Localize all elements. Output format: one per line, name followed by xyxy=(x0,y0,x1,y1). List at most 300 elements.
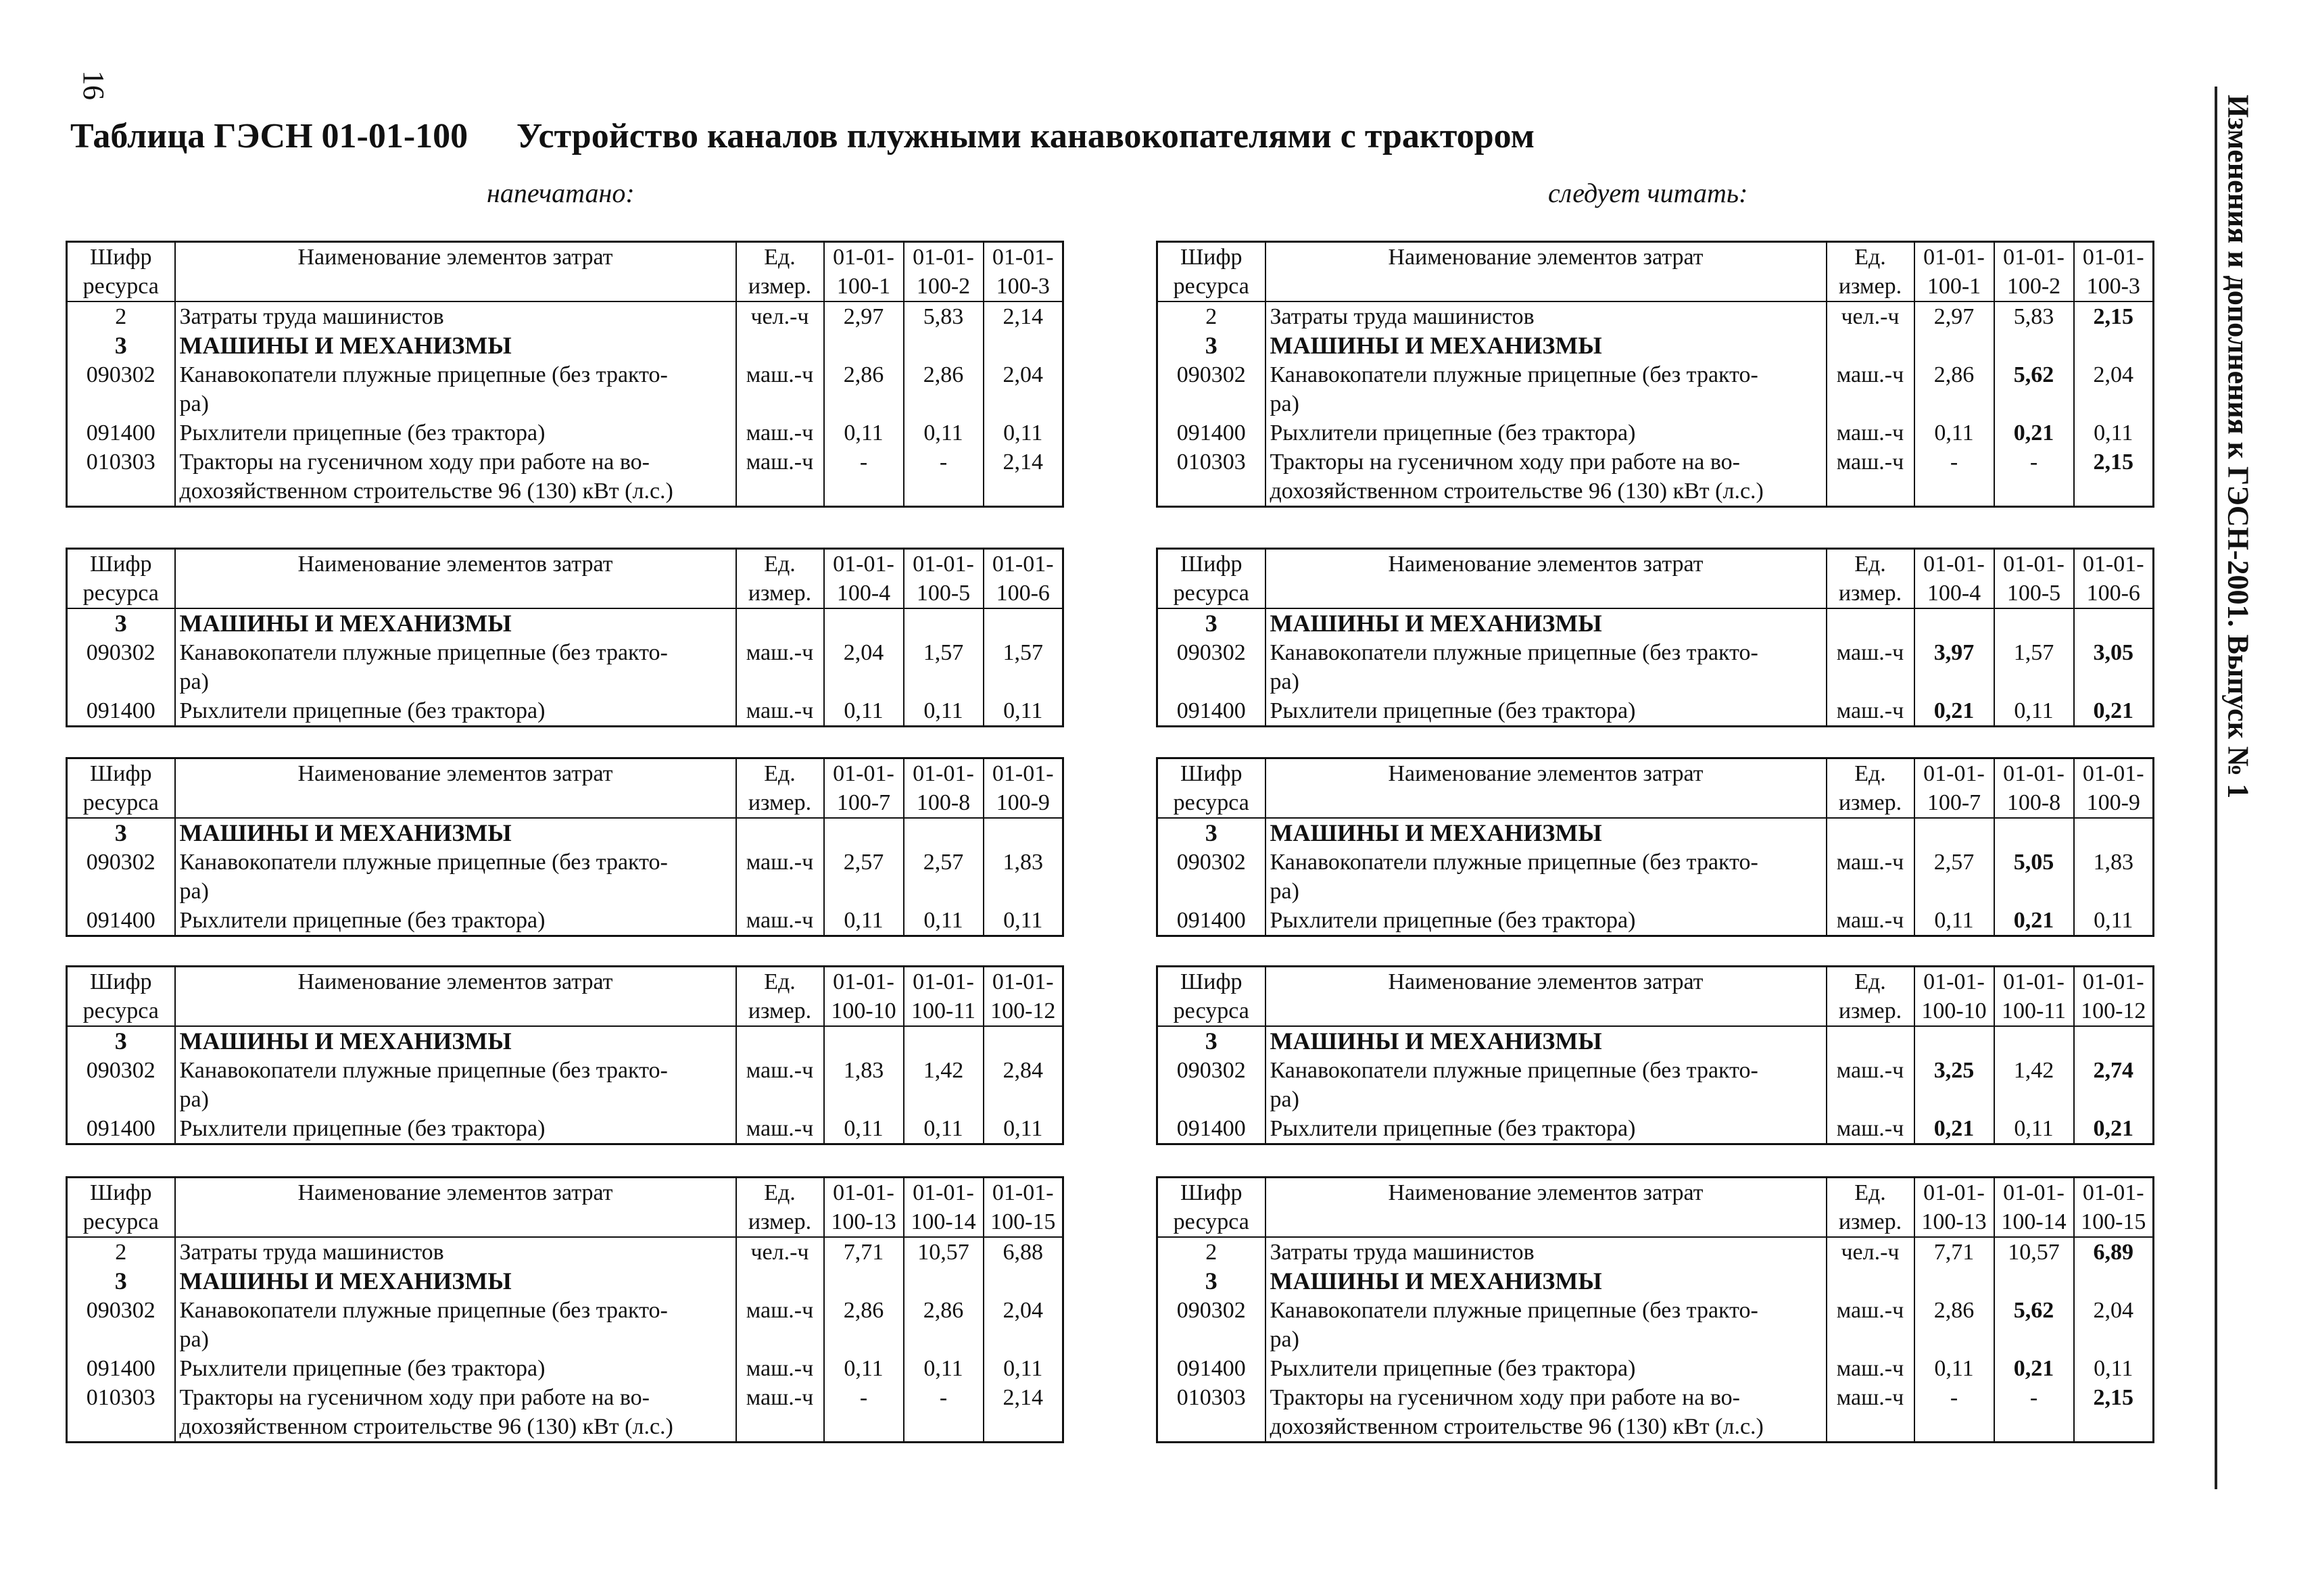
resource-name xyxy=(175,696,736,727)
unit: чел.-ч xyxy=(736,301,824,331)
corrected-value: 5,05 xyxy=(1994,848,2074,906)
resource-code: 090302 xyxy=(86,850,155,875)
value: 0,11 xyxy=(984,1354,1063,1383)
header-row xyxy=(1157,549,2154,579)
header-column-number: 100-9 xyxy=(2074,788,2154,818)
unit: маш.-ч xyxy=(1827,360,1914,418)
header-row xyxy=(67,1207,1063,1237)
resource-name xyxy=(175,1026,736,1056)
header-column-number: 100-8 xyxy=(904,788,984,818)
value: 0,11 xyxy=(904,906,984,936)
resource-name-line: Канавокопатели плужные прицепные (без тракто- xyxy=(1270,362,1758,387)
corrected-value: 0,21 xyxy=(2074,696,2154,727)
header-unit: Ед. xyxy=(1827,549,1914,579)
resource-name-line: Рыхлители прицепные (без трактора) xyxy=(179,1356,546,1381)
header-unit: измер. xyxy=(736,579,824,608)
value: 7,71 xyxy=(824,1237,904,1267)
value: - xyxy=(904,1383,984,1443)
header-row xyxy=(67,272,1063,301)
resource-name xyxy=(175,360,736,418)
header-row xyxy=(67,758,1063,789)
resource-code: 091400 xyxy=(1176,420,1246,445)
value: 1,42 xyxy=(904,1056,984,1114)
value: 0,11 xyxy=(1994,1114,2074,1144)
header-column-number: 100-15 xyxy=(984,1207,1063,1237)
header-column-prefix: 01-01- xyxy=(1994,758,2074,789)
header-unit: Ед. xyxy=(736,242,824,272)
resource-name xyxy=(1265,360,1827,418)
corrected-value: 0,21 xyxy=(1914,696,1994,727)
unit: чел.-ч xyxy=(1827,301,1914,331)
header-code: ресурса xyxy=(67,788,175,818)
resource-name-line: МАШИНЫ И МЕХАНИЗМЫ xyxy=(1270,819,1602,846)
header-column-number: 100-2 xyxy=(1994,272,2074,301)
unit: чел.-ч xyxy=(1827,1237,1914,1267)
header-row xyxy=(1157,272,2154,301)
value: 0,11 xyxy=(824,1114,904,1144)
header-column-number: 100-12 xyxy=(984,996,1063,1026)
header-code: Шифр xyxy=(89,969,152,994)
value-blank xyxy=(824,1267,904,1296)
value: - xyxy=(1914,1383,1994,1443)
value: 2,57 xyxy=(824,848,904,906)
header-unit: измер. xyxy=(736,272,824,301)
header-column-prefix: 01-01- xyxy=(904,242,984,272)
header-unit: измер. xyxy=(1827,1207,1914,1237)
value: 7,71 xyxy=(1914,1237,1994,1267)
resource-name xyxy=(1265,848,1827,906)
resource-name xyxy=(1265,331,1827,360)
resource-code: 3 xyxy=(114,1267,127,1295)
header-column-number: 100-14 xyxy=(1994,1207,2074,1237)
header-column-number: 100-3 xyxy=(984,272,1063,301)
value-blank xyxy=(984,331,1063,360)
value-blank xyxy=(984,818,1063,848)
header-column-prefix: 01-01- xyxy=(904,549,984,579)
value: 1,83 xyxy=(2074,848,2154,906)
value: 2,86 xyxy=(824,360,904,418)
corrected-value: 6,89 xyxy=(2074,1237,2154,1267)
resource-name-line: дохозяйственном строительстве 96 (130) кВт (л.с.) xyxy=(179,1414,673,1439)
resource-name-line: Затраты труда машинистов xyxy=(1270,304,1535,329)
resource-name-line: Канавокопатели плужные прицепные (без тракто- xyxy=(179,1298,668,1323)
header-name-blank xyxy=(175,579,736,608)
resource-code: 010303 xyxy=(86,1385,155,1410)
header-row xyxy=(67,967,1063,997)
printed-resource-table xyxy=(66,965,1064,1145)
section-row xyxy=(1157,1026,2154,1056)
resource-name-line: Рыхлители прицепные (без трактора) xyxy=(1270,908,1636,933)
unit: маш.-ч xyxy=(736,906,824,936)
header-code: ресурса xyxy=(1157,272,1265,301)
value-blank xyxy=(904,1026,984,1056)
header-code: ресурса xyxy=(67,1207,175,1237)
header-name-blank xyxy=(175,788,736,818)
resource-name-line: Канавокопатели плужные прицепные (без тракто- xyxy=(1270,1298,1758,1323)
resource-code: 091400 xyxy=(86,698,155,723)
header-code: ресурса xyxy=(67,272,175,301)
header-name: Наименование элементов затрат xyxy=(1265,967,1827,997)
corrected-value: 5,62 xyxy=(1994,360,2074,418)
unit: маш.-ч xyxy=(736,448,824,507)
header-column-prefix: 01-01- xyxy=(2074,242,2154,272)
header-row xyxy=(1157,996,2154,1026)
header-column-number: 100-9 xyxy=(984,788,1063,818)
table-row xyxy=(1157,1237,2154,1267)
header-column-prefix: 01-01- xyxy=(1994,967,2074,997)
value: 1,57 xyxy=(1994,638,2074,696)
table-row xyxy=(67,1056,1063,1114)
unit-blank xyxy=(1827,331,1914,360)
header-column-number: 100-2 xyxy=(904,272,984,301)
corrected-resource-table xyxy=(1156,548,2154,727)
unit-blank xyxy=(736,818,824,848)
resource-code: 090302 xyxy=(1176,1298,1246,1323)
header-code: Шифр xyxy=(89,552,152,577)
header-code: Шифр xyxy=(1180,552,1243,577)
value: 5,83 xyxy=(1994,301,2074,331)
resource-name-line: ра) xyxy=(179,879,209,904)
resource-name-line: Канавокопатели плужные прицепные (без тракто- xyxy=(179,640,668,665)
value: 0,11 xyxy=(2074,906,2154,936)
header-row xyxy=(67,788,1063,818)
value: 2,04 xyxy=(984,1296,1063,1354)
value-blank xyxy=(984,1267,1063,1296)
resource-code: 010303 xyxy=(1176,1385,1246,1410)
unit: маш.-ч xyxy=(736,360,824,418)
printed-resource-table xyxy=(66,1176,1064,1443)
header-code: Шифр xyxy=(89,1180,152,1205)
corrected-value: 2,15 xyxy=(2074,1383,2154,1443)
value: 2,97 xyxy=(824,301,904,331)
value-blank xyxy=(1994,1026,2074,1056)
value: - xyxy=(1914,448,1994,507)
unit: маш.-ч xyxy=(736,638,824,696)
value: 2,04 xyxy=(984,360,1063,418)
resource-name-line: Рыхлители прицепные (без трактора) xyxy=(1270,420,1636,445)
resource-name-line: МАШИНЫ И МЕХАНИЗМЫ xyxy=(179,610,512,637)
printed-resource-table xyxy=(66,548,1064,727)
header-column-prefix: 01-01- xyxy=(1994,1178,2074,1208)
value-blank xyxy=(1914,1026,1994,1056)
resource-code: 091400 xyxy=(86,908,155,933)
printed-caption: напечатано: xyxy=(487,178,635,208)
resource-name-line: ра) xyxy=(179,1327,209,1352)
header-column-prefix: 01-01- xyxy=(1914,549,1994,579)
value: 2,86 xyxy=(904,360,984,418)
header-column-number: 100-11 xyxy=(1994,996,2074,1026)
value: 1,42 xyxy=(1994,1056,2074,1114)
header-row xyxy=(67,242,1063,272)
header-column-number: 100-7 xyxy=(824,788,904,818)
value: 2,04 xyxy=(2074,360,2154,418)
value: 6,88 xyxy=(984,1237,1063,1267)
corrected-resource-table xyxy=(1156,965,2154,1145)
unit: маш.-ч xyxy=(1827,848,1914,906)
corrected-value: 0,21 xyxy=(1914,1114,1994,1144)
header-unit: Ед. xyxy=(1827,967,1914,997)
resource-name xyxy=(175,1296,736,1354)
header-row xyxy=(67,549,1063,579)
header-name-blank xyxy=(1265,788,1827,818)
header-column-number: 100-6 xyxy=(2074,579,2154,608)
section-row xyxy=(67,818,1063,848)
resource-name-line: дохозяйственном строительстве 96 (130) кВт (л.с.) xyxy=(1270,1414,1764,1439)
unit: маш.-ч xyxy=(736,418,824,448)
resource-code: 091400 xyxy=(1176,908,1246,933)
header-column-prefix: 01-01- xyxy=(824,242,904,272)
resource-name-line: Рыхлители прицепные (без трактора) xyxy=(1270,1116,1636,1141)
resource-code: 010303 xyxy=(86,450,155,475)
value: 0,11 xyxy=(2074,418,2154,448)
resource-name xyxy=(175,1354,736,1383)
unit-blank xyxy=(736,608,824,638)
header-column-prefix: 01-01- xyxy=(824,1178,904,1208)
unit: маш.-ч xyxy=(1827,1296,1914,1354)
unit-blank xyxy=(736,1267,824,1296)
table-row xyxy=(67,418,1063,448)
header-column-prefix: 01-01- xyxy=(984,967,1063,997)
value: 0,11 xyxy=(904,418,984,448)
header-column-number: 100-14 xyxy=(904,1207,984,1237)
value: 2,86 xyxy=(1914,1296,1994,1354)
unit: маш.-ч xyxy=(736,1114,824,1144)
header-name: Наименование элементов затрат xyxy=(1265,549,1827,579)
header-unit: измер. xyxy=(1827,788,1914,818)
header-code: ресурса xyxy=(1157,579,1265,608)
header-column-prefix: 01-01- xyxy=(984,549,1063,579)
header-unit: Ед. xyxy=(1827,242,1914,272)
header-code: ресурса xyxy=(67,996,175,1026)
resource-name-line: Рыхлители прицепные (без трактора) xyxy=(1270,698,1636,723)
table-row xyxy=(1157,360,2154,418)
table-row xyxy=(1157,448,2154,507)
resource-code: 090302 xyxy=(1176,640,1246,665)
value-blank xyxy=(904,331,984,360)
header-column-number: 100-5 xyxy=(904,579,984,608)
resource-name-line: ра) xyxy=(1270,879,1299,904)
value-blank xyxy=(2074,818,2154,848)
header-row xyxy=(67,996,1063,1026)
resource-code: 091400 xyxy=(86,1116,155,1141)
value: 2,14 xyxy=(984,1383,1063,1443)
value: 0,11 xyxy=(1914,1354,1994,1383)
header-column-number: 100-10 xyxy=(1914,996,1994,1026)
header-column-number: 100-1 xyxy=(824,272,904,301)
value: 0,11 xyxy=(984,418,1063,448)
unit: маш.-ч xyxy=(736,1383,824,1443)
resource-name xyxy=(1265,1237,1827,1267)
resource-name xyxy=(175,1267,736,1296)
table-row xyxy=(67,638,1063,696)
resource-name-line: Затраты труда машинистов xyxy=(179,304,444,329)
table-row xyxy=(67,1383,1063,1443)
table-row xyxy=(67,1237,1063,1267)
resource-name-line: Канавокопатели плужные прицепные (без тракто- xyxy=(1270,640,1758,665)
header-column-prefix: 01-01- xyxy=(904,758,984,789)
resource-name xyxy=(1265,608,1827,638)
corrected-value: 0,21 xyxy=(1994,906,2074,936)
resource-code: 2 xyxy=(1205,1240,1217,1265)
header-row xyxy=(1157,758,2154,789)
corrected-value: 3,97 xyxy=(1914,638,1994,696)
header-column-number: 100-8 xyxy=(1994,788,2074,818)
header-code: ресурса xyxy=(67,579,175,608)
resource-name xyxy=(1265,1354,1827,1383)
resource-name-line: Рыхлители прицепные (без трактора) xyxy=(179,1116,546,1141)
unit: маш.-ч xyxy=(1827,696,1914,727)
value-blank xyxy=(1994,608,2074,638)
table-row xyxy=(67,696,1063,727)
header-code: ресурса xyxy=(1157,788,1265,818)
header-name-blank xyxy=(175,272,736,301)
header-column-prefix: 01-01- xyxy=(904,967,984,997)
resource-name xyxy=(175,608,736,638)
header-column-prefix: 01-01- xyxy=(1914,242,1994,272)
resource-name-line: МАШИНЫ И МЕХАНИЗМЫ xyxy=(1270,610,1602,637)
value-blank xyxy=(984,608,1063,638)
value-blank xyxy=(824,331,904,360)
value: 2,57 xyxy=(904,848,984,906)
value: 1,83 xyxy=(984,848,1063,906)
header-row xyxy=(1157,242,2154,272)
side-header-text: Изменения и дополнения к ГЭСН-2001. Выпуск № 1 xyxy=(2221,95,2255,799)
header-name-blank xyxy=(1265,272,1827,301)
resource-code: 3 xyxy=(1205,610,1217,637)
header-code: Шифр xyxy=(1180,969,1243,994)
value: - xyxy=(1994,448,2074,507)
header-unit: измер. xyxy=(736,1207,824,1237)
corrected-value: 5,62 xyxy=(1994,1296,2074,1354)
header-row xyxy=(1157,788,2154,818)
resource-code: 3 xyxy=(1205,1267,1217,1295)
value-blank xyxy=(1914,818,1994,848)
section-row xyxy=(1157,608,2154,638)
resource-name xyxy=(1265,1296,1827,1354)
section-row xyxy=(1157,818,2154,848)
header-unit: измер. xyxy=(1827,996,1914,1026)
table-row xyxy=(67,448,1063,507)
resource-name-line: Канавокопатели плужные прицепные (без тракто- xyxy=(179,362,668,387)
section-row xyxy=(1157,331,2154,360)
resource-name-line: Рыхлители прицепные (без трактора) xyxy=(179,420,546,445)
value-blank xyxy=(1994,1267,2074,1296)
corrected-resource-table xyxy=(1156,1176,2154,1443)
header-column-number: 100-4 xyxy=(1914,579,1994,608)
resource-code: 090302 xyxy=(86,640,155,665)
unit-blank xyxy=(1827,608,1914,638)
value: 10,57 xyxy=(904,1237,984,1267)
resource-code: 090302 xyxy=(1176,362,1246,387)
unit: маш.-ч xyxy=(1827,906,1914,936)
value-blank xyxy=(1914,608,1994,638)
value: 0,11 xyxy=(904,1114,984,1144)
resource-code: 3 xyxy=(1205,332,1217,359)
header-name: Наименование элементов затрат xyxy=(175,1178,736,1208)
resource-name-line: Рыхлители прицепные (без трактора) xyxy=(1270,1356,1636,1381)
header-name-blank xyxy=(1265,579,1827,608)
value: 0,11 xyxy=(1994,696,2074,727)
header-code: Шифр xyxy=(1180,245,1243,270)
resource-name xyxy=(175,638,736,696)
header-column-prefix: 01-01- xyxy=(2074,758,2154,789)
resource-name xyxy=(175,848,736,906)
corrected-resource-table xyxy=(1156,241,2154,508)
value: 2,04 xyxy=(2074,1296,2154,1354)
resource-name-line: Канавокопатели плужные прицепные (без тракто- xyxy=(1270,850,1758,875)
value-blank xyxy=(1994,331,2074,360)
header-name: Наименование элементов затрат xyxy=(1265,1178,1827,1208)
resource-name xyxy=(1265,1114,1827,1144)
header-column-prefix: 01-01- xyxy=(2074,1178,2154,1208)
value-blank xyxy=(1994,818,2074,848)
resource-name xyxy=(175,818,736,848)
resource-name xyxy=(1265,906,1827,936)
resource-name xyxy=(1265,1383,1827,1443)
header-column-prefix: 01-01- xyxy=(824,758,904,789)
resource-name xyxy=(175,1237,736,1267)
value: 2,86 xyxy=(1914,360,1994,418)
header-name: Наименование элементов затрат xyxy=(1265,758,1827,789)
unit-blank xyxy=(736,331,824,360)
value-blank xyxy=(2074,1267,2154,1296)
resource-name xyxy=(1265,638,1827,696)
value-blank xyxy=(1914,1267,1994,1296)
resource-name-line: МАШИНЫ И МЕХАНИЗМЫ xyxy=(1270,332,1602,359)
header-unit: измер. xyxy=(736,788,824,818)
resource-name-line: Канавокопатели плужные прицепные (без тракто- xyxy=(1270,1058,1758,1083)
value: 2,97 xyxy=(1914,301,1994,331)
unit-blank xyxy=(1827,818,1914,848)
value: 2,84 xyxy=(984,1056,1063,1114)
header-column-number: 100-11 xyxy=(904,996,984,1026)
value: 1,83 xyxy=(824,1056,904,1114)
resource-name-line: дохозяйственном строительстве 96 (130) кВт (л.с.) xyxy=(1270,479,1764,504)
resource-code: 091400 xyxy=(86,420,155,445)
resource-name-line: ра) xyxy=(179,1087,209,1112)
resource-name-line: Затраты труда машинистов xyxy=(179,1240,444,1265)
resource-name xyxy=(175,301,736,331)
resource-code: 090302 xyxy=(86,362,155,387)
resource-name-line: ра) xyxy=(1270,1327,1299,1352)
value: 5,83 xyxy=(904,301,984,331)
table-row xyxy=(1157,848,2154,906)
unit: маш.-ч xyxy=(1827,1354,1914,1383)
value: 0,11 xyxy=(2074,1354,2154,1383)
value: 0,11 xyxy=(824,418,904,448)
value: 1,57 xyxy=(984,638,1063,696)
resource-name-line: Тракторы на гусеничном ходу при работе на во- xyxy=(179,1385,650,1410)
resource-name-line: МАШИНЫ И МЕХАНИЗМЫ xyxy=(1270,1027,1602,1055)
unit-blank xyxy=(736,1026,824,1056)
printed-resource-table xyxy=(66,241,1064,508)
resource-code: 3 xyxy=(114,819,127,846)
value-blank xyxy=(2074,1026,2154,1056)
resource-code: 2 xyxy=(115,304,127,329)
resource-code: 091400 xyxy=(1176,1116,1246,1141)
header-unit: Ед. xyxy=(736,967,824,997)
resource-name xyxy=(175,1383,736,1443)
resource-name-line: Канавокопатели плужные прицепные (без тракто- xyxy=(179,850,668,875)
header-unit: Ед. xyxy=(1827,1178,1914,1208)
resource-name xyxy=(1265,1267,1827,1296)
resource-code: 090302 xyxy=(86,1298,155,1323)
resource-code: 090302 xyxy=(1176,850,1246,875)
table-row xyxy=(67,1114,1063,1144)
unit: маш.-ч xyxy=(1827,1056,1914,1114)
unit: маш.-ч xyxy=(1827,1383,1914,1443)
value: 10,57 xyxy=(1994,1237,2074,1267)
